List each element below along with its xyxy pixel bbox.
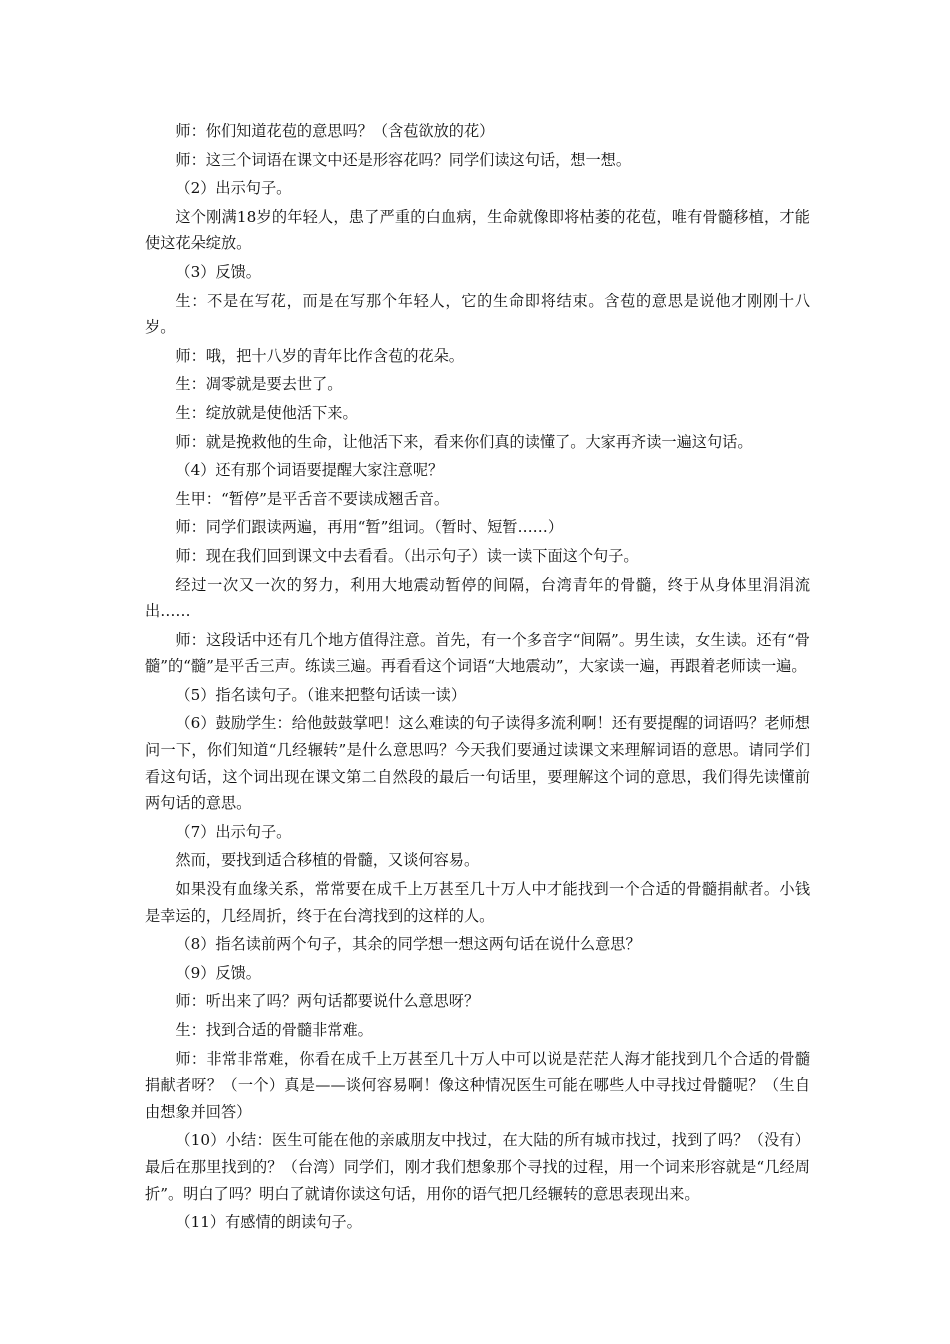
document-body — [145, 118, 810, 1238]
paragraph: 生甲：“暂停”是平舌音不要读成翘舌音。 — [175, 489, 450, 508]
paragraph: 师：非常非常难，你看在成千上万甚至几十万人中可以说是茫茫人海才能找到几个合适的骨髓捐献者呀？（一个）真是——谈何容易啊！像这种情况医生可能在哪些人中寻找过骨髓呢？（生自由想象并回答） — [145, 1049, 810, 1121]
paragraph: 这个刚满18岁的年轻人，患了严重的白血病，生命就像即将枯萎的花苞，唯有骨髓移植，才能使这花朵绽放。 — [145, 207, 810, 253]
paragraph: （6）鼓励学生：给他鼓鼓掌吧！这么难读的句子读得多流利啊！还有要提醒的词语吗？老师想问一下，你们知道“几经辗转”是什么意思吗？今天我们要通过读课文来理解词语的意思。请同学们看这句话，这个词出现在课文第二自然段的最后一句话里，要理解这个词的意思，我们得先读懂前两句话的意思。 — [145, 714, 810, 813]
paragraph: 师：同学们跟读两遍，再用“暂”组词。（暂时、短暂……） — [175, 518, 564, 537]
paragraph: 如果没有血缘关系，常常要在成千上万甚至几十万人中才能找到一个合适的骨髓捐献者。小钱是幸运的，几经周折，终于在台湾找到的这样的人。 — [145, 880, 810, 925]
paragraph: 师：你们知道花苞的意思吗？（含苞欲放的花） — [175, 122, 495, 140]
paragraph: （7）出示句子。 — [175, 822, 292, 841]
paragraph: 师：听出来了吗？两句话都要说什么意思呀？ — [175, 992, 480, 1011]
paragraph: （9）反馈。 — [175, 963, 261, 982]
paragraph: 师：哦，把十八岁的青年比作含苞的花朵。 — [175, 346, 464, 365]
paragraph: 生：绽放就是使他活下来。 — [175, 403, 358, 422]
paragraph: （8）指名读前两个句子，其余的同学想一想这两句话在说什么意思？ — [175, 935, 641, 954]
paragraph: （3）反馈。 — [175, 262, 261, 281]
paragraph: 师：就是挽救他的生命，让他活下来，看来你们真的读懂了。大家再齐读一遍这句话。 — [175, 432, 753, 451]
paragraph: 生：不是在写花，而是在写那个年轻人，它的生命即将结束。含苞的意思是说他才刚刚十八岁。 — [145, 291, 810, 337]
paragraph: 生：凋零就是要去世了。 — [175, 375, 343, 394]
paragraph: （11）有感情的朗读句子。 — [175, 1213, 362, 1232]
paragraph: （5）指名读句子。（谁来把整句话读一读） — [175, 685, 467, 704]
paragraph: （10）小结：医生可能在他的亲戚朋友中找过，在大陆的所有城市找过，找到了吗？（没有）最后在那里找到的？（台湾）同学们，刚才我们想象那个寻找的过程，用一个词来形容就是“几经周折”。明白了吗？明白了就请你读这句话，用你的语气把几经辗转的意思表现出来。 — [145, 1131, 810, 1203]
paragraph: 师：现在我们回到课文中去看看。（出示句子）读一读下面这个句子。 — [175, 546, 639, 565]
paragraph: （2）出示句子。 — [175, 179, 292, 198]
paragraph: （4）还有那个词语要提醒大家注意呢？ — [175, 461, 444, 480]
paragraph: 生：找到合适的骨髓非常难。 — [175, 1021, 373, 1039]
paragraph: 然而，要找到适合移植的骨髓，又谈何容易。 — [175, 851, 480, 870]
paragraph: 师：这三个词语在课文中还是形容花吗？同学们读这句话，想一想。 — [175, 150, 632, 169]
paragraph: 师：这段话中还有几个地方值得注意。首先，有一个多音字“间隔”。男生读，女生读。还有“骨髓”的“髓”是平舌三声。练读三遍。再看看这个词语“大地震动”，大家读一遍，再跟着老师读一遍。 — [145, 630, 810, 676]
paragraph: 经过一次又一次的努力，利用大地震动暂停的间隔，台湾青年的骨髓，终于从身体里涓涓流出…… — [145, 575, 810, 621]
